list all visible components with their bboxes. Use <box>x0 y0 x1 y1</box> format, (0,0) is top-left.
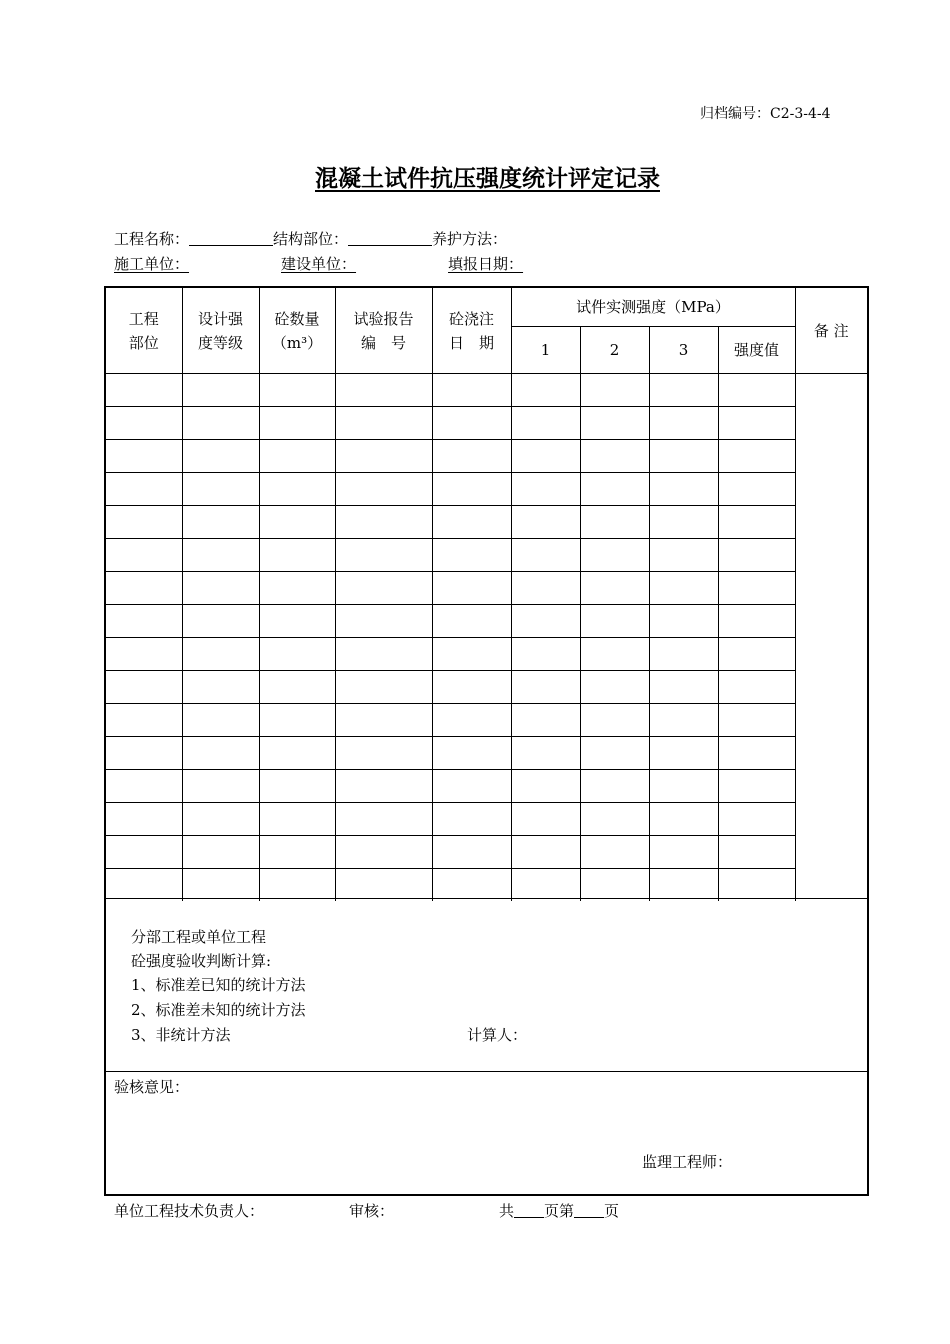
table-cell[interactable] <box>106 374 182 407</box>
table-cell[interactable] <box>718 803 795 836</box>
table-cell[interactable] <box>432 704 511 737</box>
table-cell[interactable] <box>106 869 182 902</box>
table-row <box>106 704 867 737</box>
table-cell[interactable] <box>649 803 718 836</box>
table-cell[interactable] <box>335 440 432 473</box>
table-cell[interactable] <box>259 638 335 671</box>
table-cell[interactable] <box>335 737 432 770</box>
table-cell[interactable] <box>335 704 432 737</box>
table-cell[interactable] <box>718 440 795 473</box>
table-row <box>106 572 867 605</box>
record-form <box>104 286 869 1196</box>
review-opinion-label: 验核意见： <box>114 1078 190 1096</box>
table-cell[interactable] <box>580 704 649 737</box>
table-cell[interactable] <box>106 704 182 737</box>
table-row <box>106 473 867 506</box>
remark-cell[interactable] <box>795 374 867 902</box>
table-cell[interactable] <box>432 539 511 572</box>
table-cell[interactable] <box>182 836 259 869</box>
table-cell[interactable] <box>432 737 511 770</box>
table-cell[interactable] <box>649 572 718 605</box>
table-cell[interactable] <box>106 737 182 770</box>
table-cell[interactable] <box>106 605 182 638</box>
table-cell[interactable] <box>259 440 335 473</box>
table-cell[interactable] <box>511 506 580 539</box>
table-cell[interactable] <box>259 539 335 572</box>
table-cell[interactable] <box>182 539 259 572</box>
fill-date-label: 填报日期： <box>448 255 524 273</box>
table-cell[interactable] <box>182 869 259 902</box>
table-cell[interactable] <box>511 737 580 770</box>
table-cell[interactable] <box>259 374 335 407</box>
calc-line-2: 砼强度验收判断计算: <box>131 952 272 970</box>
table-cell[interactable] <box>580 539 649 572</box>
table-cell[interactable] <box>106 440 182 473</box>
table-cell[interactable] <box>259 770 335 803</box>
page-mid: 页第 <box>544 1202 575 1220</box>
table-cell[interactable] <box>580 605 649 638</box>
table-cell[interactable] <box>511 440 580 473</box>
table-cell[interactable] <box>649 869 718 902</box>
table-cell[interactable] <box>649 374 718 407</box>
col-test-report-no: 试验报告 编 号 <box>335 288 432 374</box>
project-name-label: 工程名称： <box>114 230 190 248</box>
table-row <box>106 638 867 671</box>
table-cell[interactable] <box>649 638 718 671</box>
table-row <box>106 737 867 770</box>
strength-table <box>106 288 867 901</box>
table-cell[interactable] <box>580 638 649 671</box>
table-row <box>106 506 867 539</box>
archive-label: 归档编号： <box>700 106 770 122</box>
table-cell[interactable] <box>335 770 432 803</box>
info-row-2 <box>114 253 523 274</box>
table-cell[interactable] <box>649 407 718 440</box>
table-cell[interactable] <box>580 836 649 869</box>
table-row <box>106 803 867 836</box>
table-cell[interactable] <box>335 836 432 869</box>
table-cell[interactable] <box>259 473 335 506</box>
table-cell[interactable] <box>649 605 718 638</box>
footer-tech-lead: 单位工程技术负责人： <box>114 1202 265 1220</box>
table-cell[interactable] <box>649 704 718 737</box>
table-cell[interactable] <box>182 704 259 737</box>
table-cell[interactable] <box>511 803 580 836</box>
table-cell[interactable] <box>335 803 432 836</box>
table-row <box>106 836 867 869</box>
col-remark: 备 注 <box>795 288 867 374</box>
calc-line-1: 分部工程或单位工程 <box>131 928 267 946</box>
structure-part-field[interactable] <box>348 231 432 246</box>
table-cell[interactable] <box>335 407 432 440</box>
table-cell[interactable] <box>511 836 580 869</box>
table-cell[interactable] <box>718 671 795 704</box>
table-cell[interactable] <box>511 407 580 440</box>
info-row-1 <box>114 228 507 249</box>
table-cell[interactable] <box>259 605 335 638</box>
table-cell[interactable] <box>335 539 432 572</box>
table-cell[interactable] <box>718 539 795 572</box>
table-row <box>106 440 867 473</box>
table-cell[interactable] <box>580 770 649 803</box>
col-design-grade: 设计强 度等级 <box>182 288 259 374</box>
table-cell[interactable] <box>511 869 580 902</box>
structure-part-label: 结构部位： <box>273 230 349 248</box>
table-cell[interactable] <box>718 473 795 506</box>
table-cell[interactable] <box>259 803 335 836</box>
table-cell[interactable] <box>432 770 511 803</box>
footer-page-count <box>499 1200 619 1221</box>
table-cell[interactable] <box>511 671 580 704</box>
table-cell[interactable] <box>718 407 795 440</box>
table-cell[interactable] <box>106 671 182 704</box>
table-cell[interactable] <box>432 440 511 473</box>
table-cell[interactable] <box>432 473 511 506</box>
table-cell[interactable] <box>106 770 182 803</box>
table-cell[interactable] <box>182 473 259 506</box>
table-cell[interactable] <box>718 836 795 869</box>
table-cell[interactable] <box>335 473 432 506</box>
table-cell[interactable] <box>511 473 580 506</box>
table-cell[interactable] <box>106 407 182 440</box>
calculator-label: 计算人： <box>467 1026 528 1044</box>
table-cell[interactable] <box>580 572 649 605</box>
table-cell[interactable] <box>511 374 580 407</box>
table-cell[interactable] <box>580 407 649 440</box>
table-cell[interactable] <box>580 506 649 539</box>
table-cell[interactable] <box>649 671 718 704</box>
table-cell[interactable] <box>106 473 182 506</box>
page-total-prefix: 共 <box>499 1202 515 1220</box>
table-cell[interactable] <box>335 869 432 902</box>
table-cell[interactable] <box>432 638 511 671</box>
curing-method-label: 养护方法： <box>432 230 508 248</box>
table-cell[interactable] <box>259 506 335 539</box>
calculation-section <box>106 898 867 1071</box>
table-cell[interactable] <box>718 605 795 638</box>
calc-method-1: 1、标准差已知的统计方法 <box>131 976 306 994</box>
table-cell[interactable] <box>718 374 795 407</box>
table-cell[interactable] <box>649 473 718 506</box>
table-cell[interactable] <box>182 803 259 836</box>
table-cell[interactable] <box>182 770 259 803</box>
col-concrete-volume: 砼数量 （m³） <box>259 288 335 374</box>
table-cell[interactable] <box>106 803 182 836</box>
table-row <box>106 539 867 572</box>
sub-col-2: 2 <box>580 327 649 374</box>
table-cell[interactable] <box>182 506 259 539</box>
page-current-field[interactable] <box>574 1203 604 1218</box>
table-cell[interactable] <box>580 803 649 836</box>
calc-method-3: 3、非统计方法 <box>131 1026 231 1044</box>
table-cell[interactable] <box>649 506 718 539</box>
table-cell[interactable] <box>182 374 259 407</box>
table-cell[interactable] <box>182 638 259 671</box>
table-cell[interactable] <box>182 407 259 440</box>
table-cell[interactable] <box>432 671 511 704</box>
archive-value: C2-3-4-4 <box>770 106 831 122</box>
table-cell[interactable] <box>259 671 335 704</box>
archive-number <box>700 103 831 123</box>
table-cell[interactable] <box>511 539 580 572</box>
table-row <box>106 671 867 704</box>
table-cell[interactable] <box>649 836 718 869</box>
table-cell[interactable] <box>335 506 432 539</box>
table-cell[interactable] <box>182 737 259 770</box>
table-row <box>106 374 867 407</box>
col-pour-date: 砼浇注 日 期 <box>432 288 511 374</box>
table-row <box>106 605 867 638</box>
table-cell[interactable] <box>580 737 649 770</box>
table-cell[interactable] <box>580 440 649 473</box>
table-cell[interactable] <box>432 506 511 539</box>
table-cell[interactable] <box>182 671 259 704</box>
col-measured-strength: 试件实测强度（MPa） <box>511 288 795 327</box>
project-name-field[interactable] <box>189 231 273 246</box>
table-cell[interactable] <box>580 374 649 407</box>
table-cell[interactable] <box>432 836 511 869</box>
table-cell[interactable] <box>335 671 432 704</box>
table-cell[interactable] <box>649 770 718 803</box>
table-cell[interactable] <box>106 638 182 671</box>
table-cell[interactable] <box>182 572 259 605</box>
table-cell[interactable] <box>649 539 718 572</box>
builder-unit-field[interactable] <box>356 255 448 273</box>
table-cell[interactable] <box>511 572 580 605</box>
table-cell[interactable] <box>335 638 432 671</box>
sub-col-strength-value: 强度值 <box>718 327 795 374</box>
table-row <box>106 770 867 803</box>
table-cell[interactable] <box>259 407 335 440</box>
table-cell[interactable] <box>259 737 335 770</box>
table-cell[interactable] <box>718 869 795 902</box>
table-cell[interactable] <box>432 605 511 638</box>
page-suffix: 页 <box>604 1202 620 1220</box>
table-cell[interactable] <box>335 572 432 605</box>
table-cell[interactable] <box>259 869 335 902</box>
footer-audit: 审核： <box>349 1202 395 1220</box>
table-cell[interactable] <box>335 605 432 638</box>
table-cell[interactable] <box>432 572 511 605</box>
table-cell[interactable] <box>718 572 795 605</box>
supervisor-label: 监理工程师： <box>642 1153 733 1171</box>
table-cell[interactable] <box>580 671 649 704</box>
table-cell[interactable] <box>511 704 580 737</box>
table-cell[interactable] <box>106 836 182 869</box>
table-cell[interactable] <box>259 704 335 737</box>
table-cell[interactable] <box>718 704 795 737</box>
table-cell[interactable] <box>718 638 795 671</box>
table-cell[interactable] <box>259 572 335 605</box>
table-cell[interactable] <box>718 770 795 803</box>
table-cell[interactable] <box>182 440 259 473</box>
table-cell[interactable] <box>106 539 182 572</box>
table-cell[interactable] <box>106 572 182 605</box>
calc-method-2: 2、标准差未知的统计方法 <box>131 1001 306 1019</box>
review-section <box>106 1071 867 1194</box>
table-cell[interactable] <box>182 605 259 638</box>
sub-col-1: 1 <box>511 327 580 374</box>
table-cell[interactable] <box>649 440 718 473</box>
construction-unit-field[interactable] <box>189 255 281 273</box>
table-cell[interactable] <box>432 803 511 836</box>
table-cell[interactable] <box>432 869 511 902</box>
table-cell[interactable] <box>432 407 511 440</box>
table-cell[interactable] <box>432 374 511 407</box>
construction-unit-label: 施工单位： <box>114 255 190 273</box>
page-total-field[interactable] <box>514 1203 544 1218</box>
table-cell[interactable] <box>580 869 649 902</box>
table-cell[interactable] <box>511 770 580 803</box>
table-row <box>106 407 867 440</box>
table-cell[interactable] <box>718 737 795 770</box>
table-cell[interactable] <box>106 506 182 539</box>
table-cell[interactable] <box>580 473 649 506</box>
table-cell[interactable] <box>259 836 335 869</box>
page-title: 混凝土试件抗压强度统计评定记录 <box>315 166 660 192</box>
table-row <box>106 869 867 902</box>
table-cell[interactable] <box>335 374 432 407</box>
table-cell[interactable] <box>511 638 580 671</box>
table-cell[interactable] <box>649 737 718 770</box>
table-cell[interactable] <box>511 605 580 638</box>
table-cell[interactable] <box>718 506 795 539</box>
builder-unit-label: 建设单位： <box>281 255 357 273</box>
col-project-part: 工程 部位 <box>106 288 182 374</box>
sub-col-3: 3 <box>649 327 718 374</box>
